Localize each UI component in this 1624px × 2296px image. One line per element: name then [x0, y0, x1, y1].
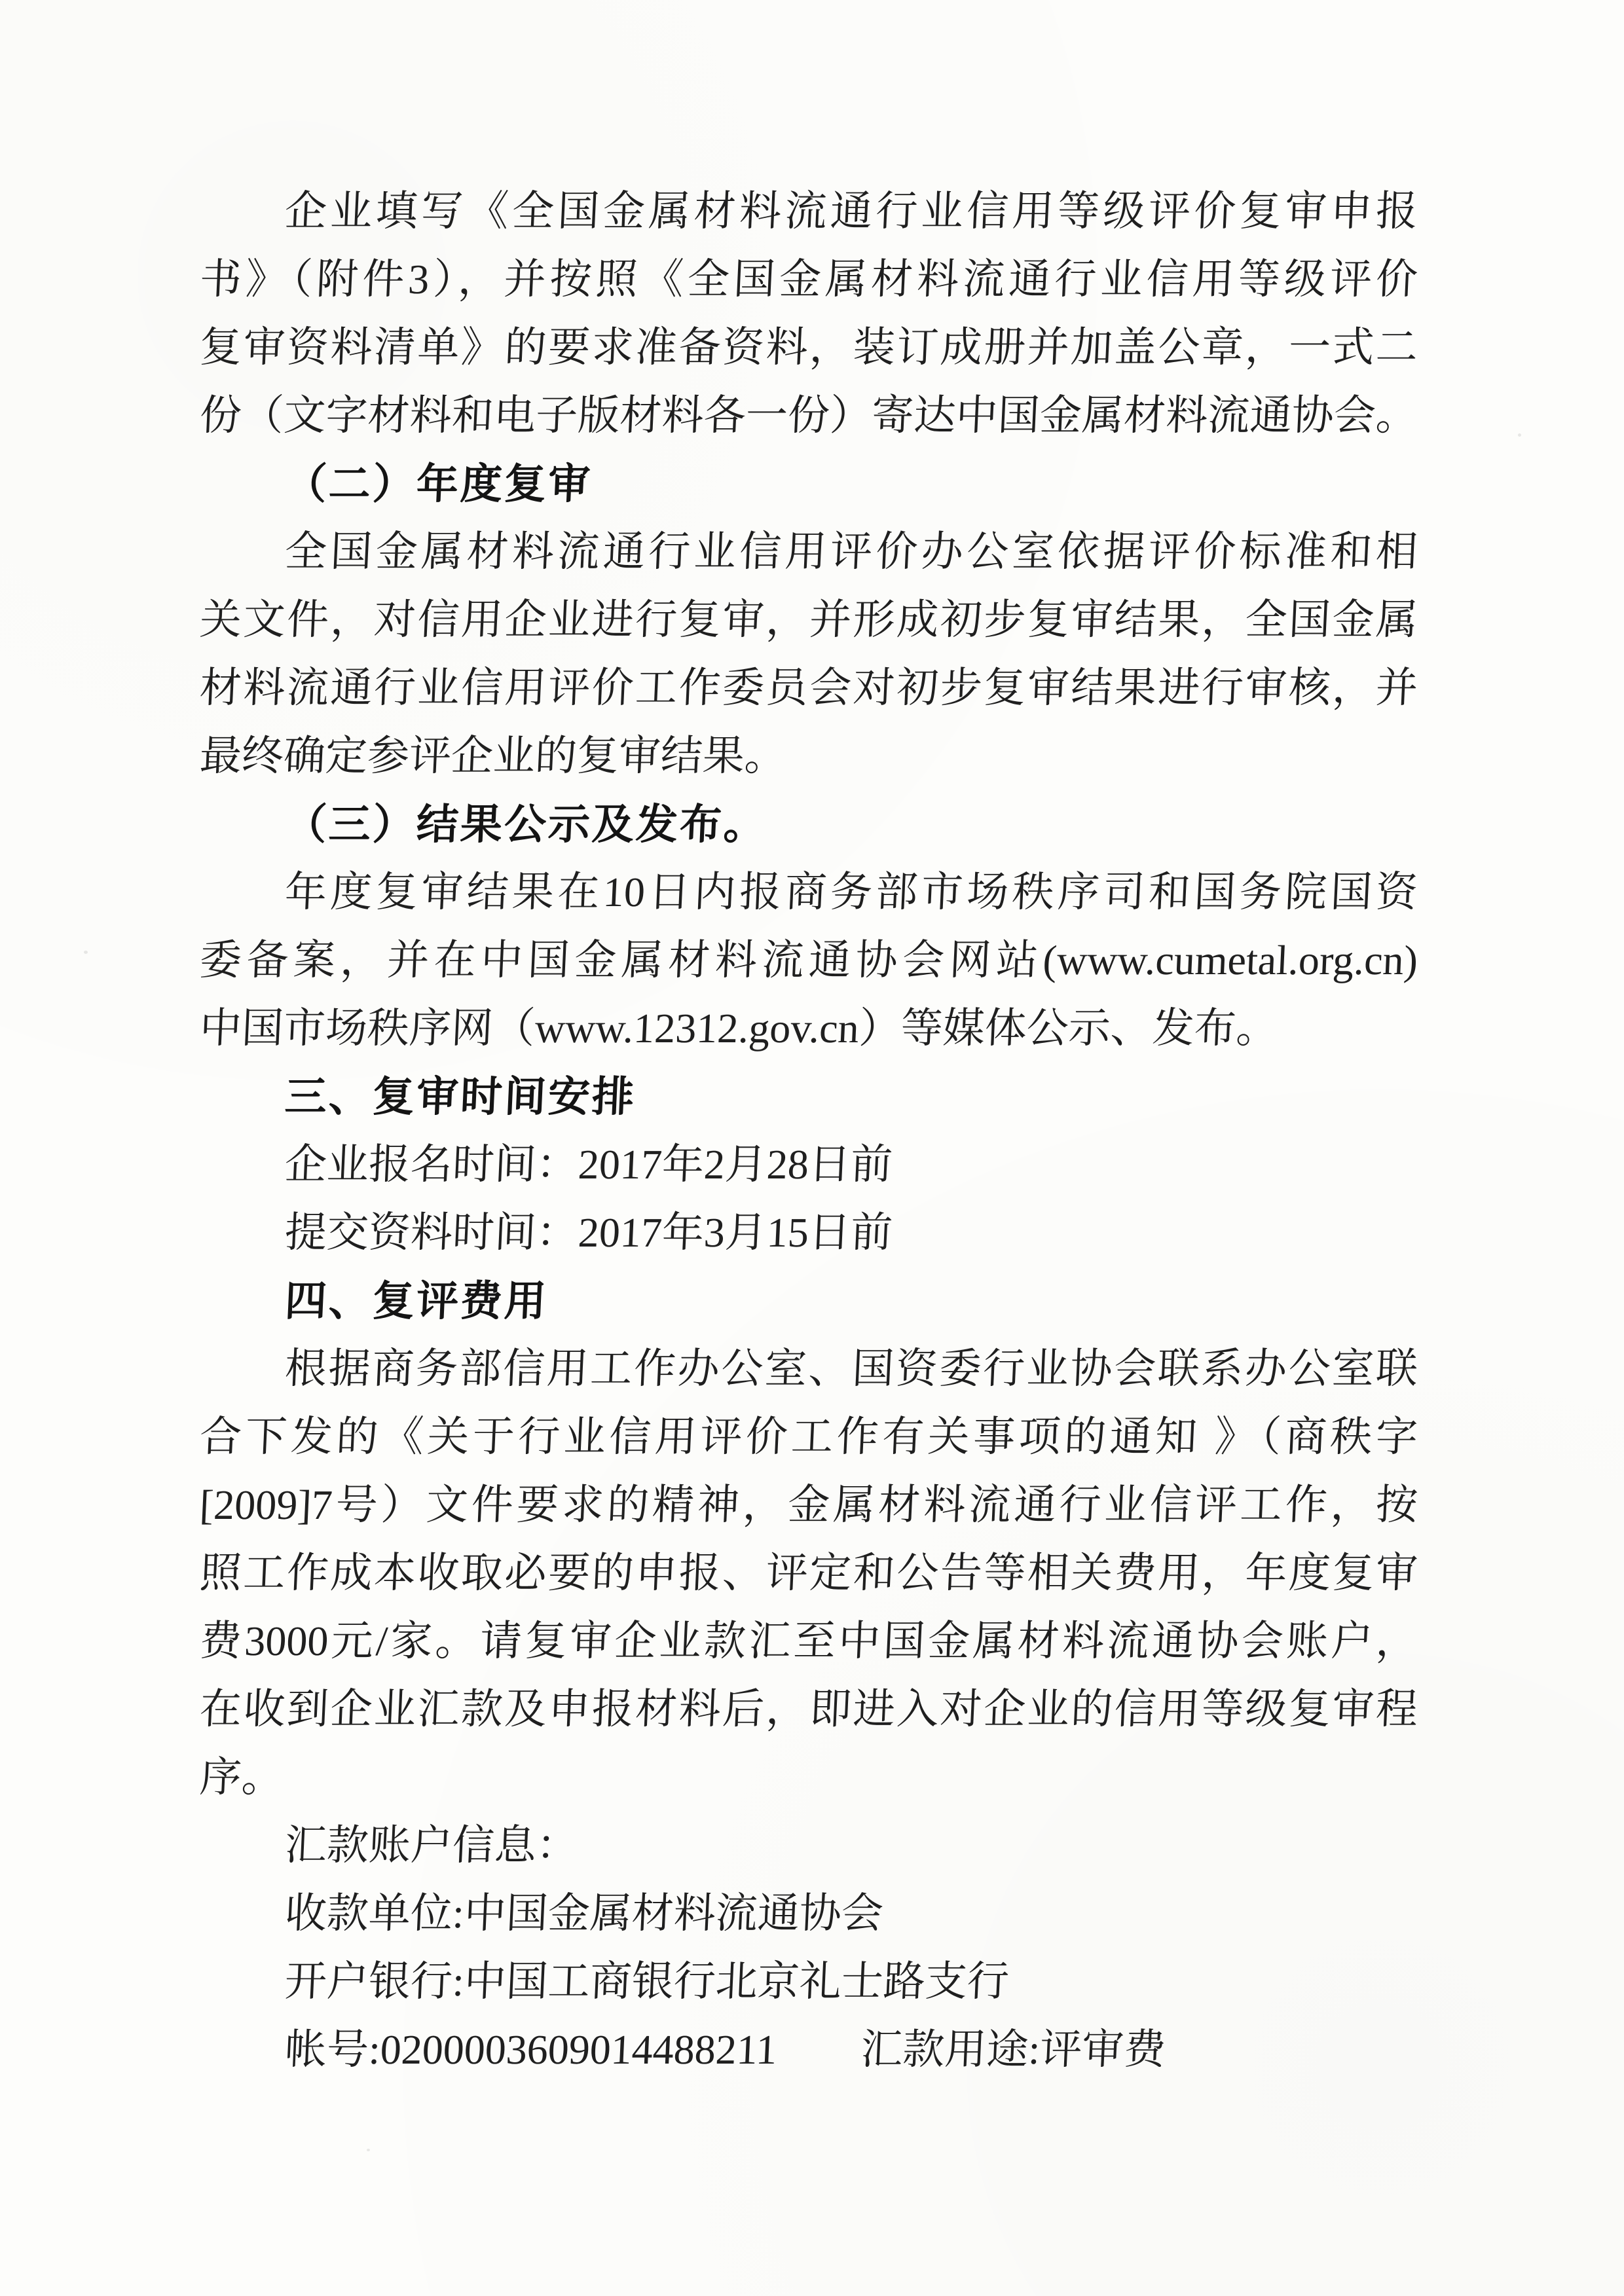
scan-speck [367, 2149, 370, 2151]
heading-review-fee: 四、复评费用 [284, 1277, 549, 1324]
body-line: 中国市场秩序网（www.12312.gov.cn）等媒体公示、发布。 [198, 1005, 1280, 1051]
remittance-info-label: 汇款账户信息： [284, 1822, 580, 1868]
body-line: 复审资料清单》的要求准备资料，装订成册并加盖公章，一式二 [198, 324, 1419, 371]
body-line: 份（文字材料和电子版材料各一份）寄达中国金属材料流通协会。 [198, 392, 1419, 439]
account-number-line: 帐号:0200003609014488211 汇款用途:评审费 [284, 2026, 1167, 2073]
body-line: 委备案，并在中国金属材料流通协会网站(www.cumetal.org.cn) [198, 937, 1419, 983]
submission-deadline-line: 提交资料时间：2017年3月15日前 [284, 1209, 894, 1256]
body-line: 根据商务部信用工作办公室、国资委行业协会联系办公室联 [284, 1345, 1419, 1392]
body-line: 全国金属材料流通行业信用评价办公室依据评价标准和相 [284, 528, 1419, 575]
heading-review-schedule: 三、复审时间安排 [284, 1073, 637, 1120]
bank-line: 开户银行:中国工商银行北京礼士路支行 [284, 1958, 1010, 2005]
body-line: 年度复审结果在10日内报商务部市场秩序司和国务院国资 [284, 869, 1419, 915]
body-line: 序。 [198, 1754, 285, 1800]
body-line: 企业填写《全国金属材料流通行业信用等级评价复审申报 [284, 188, 1419, 234]
body-line: 照工作成本收取必要的申报、评定和公告等相关费用，年度复审 [198, 1550, 1419, 1596]
scan-speck [84, 951, 88, 954]
body-line: [2009]7号）文件要求的精神，金属材料流通行业信评工作，按 [198, 1482, 1419, 1528]
body-line: 费3000元/家。请复审企业款汇至中国金属材料流通协会账户， [198, 1618, 1419, 1664]
body-line: 最终确定参评企业的复审结果。 [198, 733, 788, 779]
scan-speck [1518, 433, 1521, 437]
registration-deadline-line: 企业报名时间：2017年2月28日前 [284, 1141, 894, 1188]
heading-results-publication: （三）结果公示及发布。 [284, 801, 769, 848]
payee-line: 收款单位:中国金属材料流通协会 [284, 1890, 885, 1937]
body-line: 书》（附件3），并按照《全国金属材料流通行业信用等级评价 [198, 256, 1419, 302]
body-line: 在收到企业汇款及申报材料后，即进入对企业的信用等级复审程 [198, 1686, 1419, 1732]
body-line: 合下发的《关于行业信用评价工作有关事项的通知 》（商秩字 [198, 1413, 1419, 1460]
body-line: 关文件，对信用企业进行复审，并形成初步复审结果，全国金属 [198, 596, 1419, 643]
body-line: 材料流通行业信用评价工作委员会对初步复审结果进行审核，并 [198, 665, 1419, 711]
document-body [200, 177, 1418, 2084]
heading-annual-review: （二）年度复审 [284, 460, 593, 507]
